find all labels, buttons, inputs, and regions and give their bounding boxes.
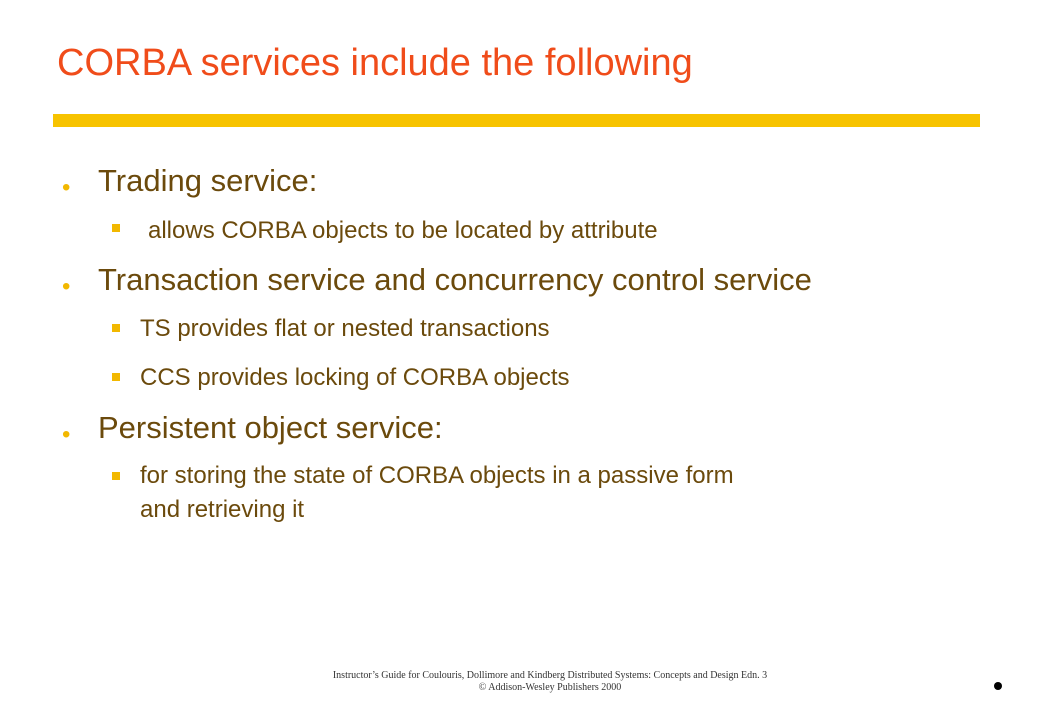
square-bullet-icon [112, 324, 120, 332]
sub-bullet-ccs: CCS provides locking of CORBA objects [140, 364, 570, 391]
bullet-trading-service: Trading service: [98, 163, 318, 198]
bullet-persistent-object-service: Persistent object service: [98, 410, 443, 445]
bullet-icon: • [62, 421, 71, 448]
footer-line-2: © Addison-Wesley Publishers 2000 [478, 682, 622, 693]
sub-bullet-trading-attribute: allows CORBA objects to be located by attribute [148, 217, 658, 244]
square-bullet-icon [112, 224, 120, 232]
sub-bullet-ts: TS provides flat or nested transactions [140, 315, 550, 342]
square-bullet-icon [112, 373, 120, 381]
bullet-icon: • [62, 174, 71, 201]
footer-line-1: Instructor’s Guide for Coulouris, Dollimore and Kindberg Distributed Systems: Concepts and Design Edn. 3 [332, 670, 768, 681]
square-bullet-icon [112, 472, 120, 480]
footer-credits [260, 670, 840, 694]
slide-title: CORBA services include the following [57, 42, 693, 84]
sub-bullet-persistent-storing: for storing the state of CORBA objects in a passive form [140, 462, 734, 489]
sub-bullet-persistent-continuation: and retrieving it [140, 496, 305, 523]
slide-dot-marker [994, 682, 1002, 690]
bullet-icon: • [62, 273, 71, 300]
bullet-transaction-service: Transaction service and concurrency control service [98, 262, 812, 297]
